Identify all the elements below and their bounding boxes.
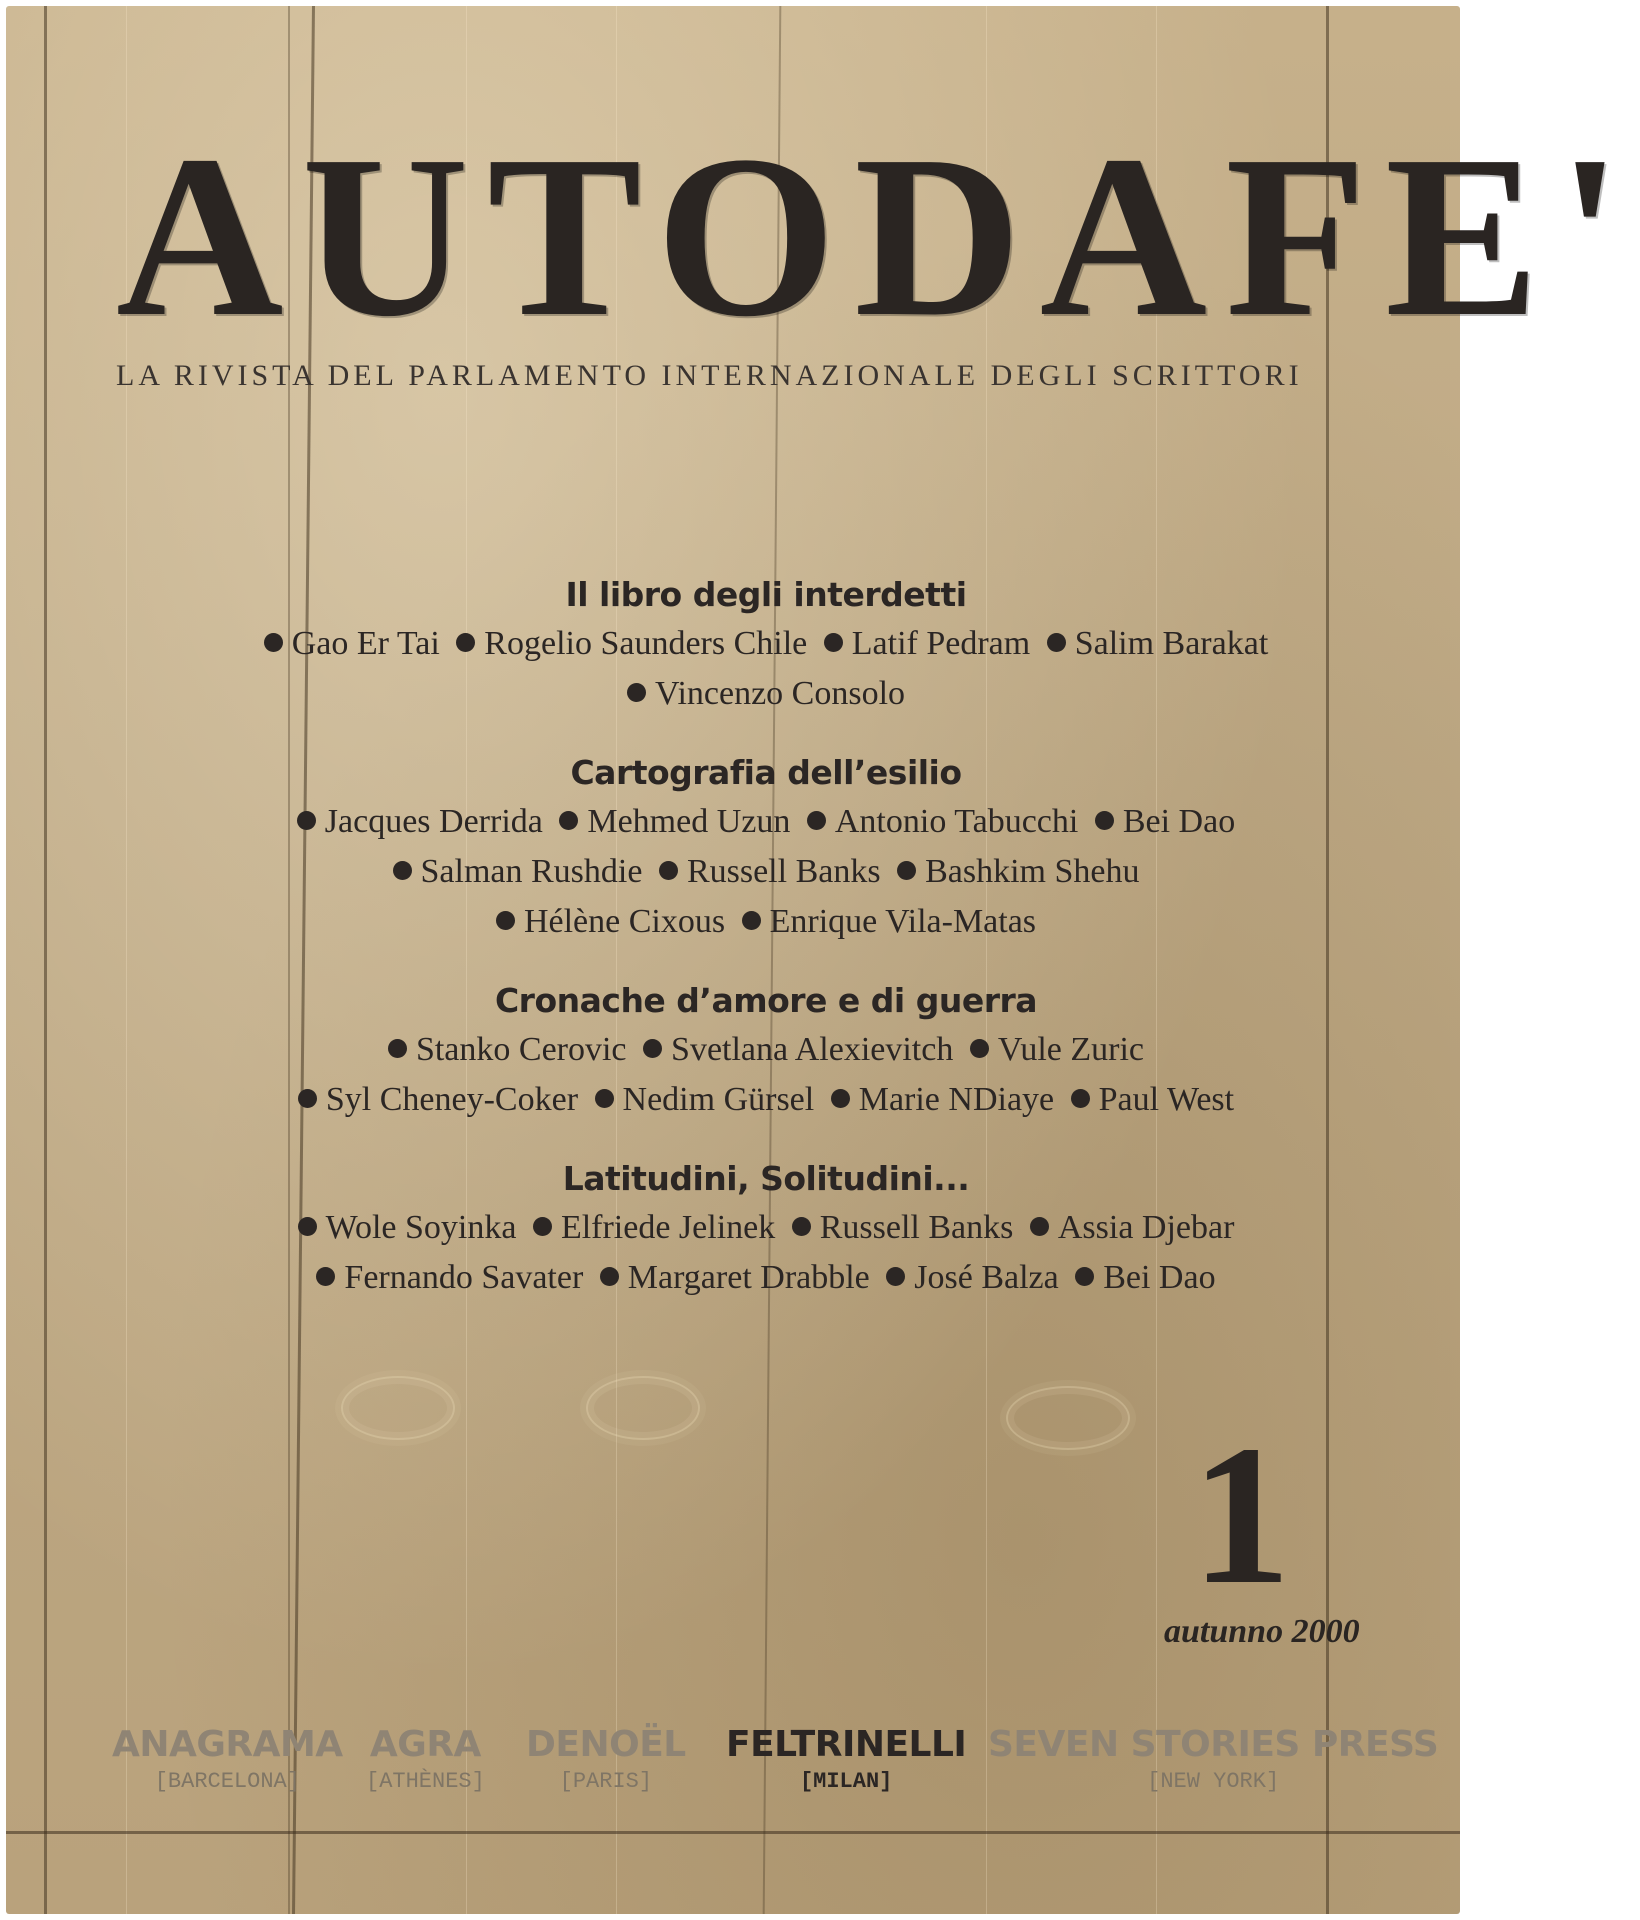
author-name: Marie NDiaye (858, 1081, 1055, 1118)
bullet-icon (970, 1039, 989, 1058)
bullet-icon (298, 1217, 317, 1236)
bullet-icon (824, 633, 843, 652)
author-item (298, 1081, 578, 1118)
publisher-feltrinelli (726, 1724, 966, 1794)
section-title: Il libro degli interdetti (565, 575, 967, 614)
author-item (388, 1031, 627, 1068)
contents-section (106, 749, 1426, 947)
publisher-name: DENOËL (526, 1724, 686, 1765)
contents-section (106, 571, 1426, 719)
bullet-icon (1071, 1089, 1090, 1108)
author-name: Enrique Vila-Matas (769, 903, 1037, 940)
author-name: Latif Pedram (851, 625, 1031, 662)
author-line (106, 1253, 1426, 1303)
author-item (297, 803, 543, 840)
author-line (106, 797, 1426, 847)
author-item (595, 1081, 815, 1118)
issue-date: autunno 2000 (1164, 1613, 1360, 1650)
author-name: Vule Zuric (997, 1031, 1145, 1068)
author-name: Salman Rushdie (420, 853, 643, 890)
author-name: Elfriede Jelinek (560, 1209, 776, 1246)
author-item (886, 1259, 1058, 1296)
author-item (1071, 1081, 1234, 1118)
author-item (298, 1209, 517, 1246)
author-item (316, 1259, 583, 1296)
bullet-icon (742, 911, 761, 930)
wood-knot (1006, 1386, 1130, 1450)
author-line (106, 619, 1426, 669)
bullet-icon (1047, 633, 1066, 652)
bullet-icon (831, 1089, 850, 1108)
author-name: Gao Er Tai (291, 625, 440, 662)
publisher-name: AGRA (369, 1724, 481, 1765)
section-title: Latitudini, Solitudini... (562, 1159, 970, 1198)
author-name: Bashkim Shehu (925, 853, 1140, 890)
bullet-icon (316, 1267, 335, 1286)
author-name: Nedim Gürsel (622, 1081, 815, 1118)
wood-knot (586, 1376, 700, 1440)
author-item (1047, 625, 1269, 662)
author-item (824, 625, 1030, 662)
bullet-icon (643, 1039, 662, 1058)
author-name: Wole Soyinka (325, 1209, 517, 1246)
author-name: Stanko Cerovic (415, 1031, 627, 1068)
author-name: Fernando Savater (344, 1259, 584, 1296)
author-name: Jacques Derrida (324, 803, 543, 840)
bullet-icon (595, 1089, 614, 1108)
author-line (106, 669, 1426, 719)
author-item (264, 625, 440, 662)
bullet-icon (456, 633, 475, 652)
bullet-icon (807, 811, 826, 830)
bullet-icon (897, 861, 916, 880)
issue-number: 1 (1191, 1405, 1291, 1626)
bullet-icon (533, 1217, 552, 1236)
author-name: Vincenzo Consolo (654, 675, 906, 712)
author-item (643, 1031, 953, 1068)
author-item (600, 1259, 870, 1296)
author-name: Rogelio Saunders Chile (484, 625, 808, 662)
bullet-icon (886, 1267, 905, 1286)
author-name: Svetlana Alexievitch (671, 1031, 954, 1068)
author-name: Bei Dao (1103, 1259, 1216, 1296)
publisher-seven-stories-press (988, 1724, 1438, 1794)
bullet-icon (1095, 811, 1114, 830)
bullet-icon (600, 1267, 619, 1286)
author-item (456, 625, 807, 662)
author-name: Bei Dao (1122, 803, 1236, 840)
bullet-icon (298, 1089, 317, 1108)
author-name: Mehmed Uzun (587, 803, 791, 840)
publisher-denoel (526, 1724, 686, 1794)
author-name: Salim Barakat (1074, 625, 1269, 662)
author-item (1075, 1259, 1215, 1296)
bullet-icon (393, 861, 412, 880)
table-of-contents (106, 571, 1426, 1333)
magazine-logo: AUTODAFE' (116, 108, 1640, 365)
author-name: Russell Banks (819, 1209, 1014, 1246)
author-item (559, 803, 790, 840)
publisher-agra (366, 1724, 485, 1794)
author-item (659, 853, 881, 890)
author-item (897, 853, 1139, 890)
author-name: José Balza (914, 1259, 1059, 1296)
section-title: Cartografia dell’esilio (570, 753, 962, 792)
publisher-name: FELTRINELLI (726, 1724, 967, 1765)
bullet-icon (297, 811, 316, 830)
author-line (106, 897, 1426, 947)
author-item (792, 1209, 1014, 1246)
bullet-icon (264, 633, 283, 652)
author-name: Syl Cheney-Coker (325, 1081, 579, 1118)
bullet-icon (627, 683, 646, 702)
bullet-icon (659, 861, 678, 880)
publisher-city: [ATHÈNES] (366, 1769, 485, 1794)
publisher-city: [BARCELONA] (154, 1769, 300, 1794)
publisher-name: ANAGRAMA (112, 1724, 343, 1765)
publisher-anagrama (112, 1724, 343, 1794)
author-line (106, 1203, 1426, 1253)
author-item (970, 1031, 1144, 1068)
plank-seam (44, 6, 47, 1914)
author-item (1030, 1209, 1235, 1246)
bullet-icon (559, 811, 578, 830)
author-line (106, 1025, 1426, 1075)
author-item (393, 853, 643, 890)
bullet-icon (496, 911, 515, 930)
bullet-icon (388, 1039, 407, 1058)
author-item (831, 1081, 1054, 1118)
author-line (106, 847, 1426, 897)
author-name: Antonio Tabucchi (834, 803, 1079, 840)
publisher-name: SEVEN STORIES PRESS (988, 1724, 1439, 1765)
author-name: Margaret Drabble (627, 1259, 870, 1296)
publisher-city: [MILAN] (799, 1769, 893, 1794)
author-item (807, 803, 1078, 840)
magazine-subtitle: LA RIVISTA DEL PARLAMENTO INTERNAZIONALE DEGLI SCRITTORI (116, 359, 1303, 392)
bullet-icon (1030, 1217, 1049, 1236)
author-item (1095, 803, 1235, 840)
magazine-cover (6, 6, 1640, 1914)
section-title: Cronache d’amore e di guerra (494, 981, 1038, 1020)
author-line (106, 1075, 1426, 1125)
contents-section (106, 1155, 1426, 1303)
author-item (496, 903, 725, 940)
bullet-icon (792, 1217, 811, 1236)
author-name: Hélène Cixous (523, 903, 726, 940)
bullet-icon (1075, 1267, 1094, 1286)
board-edge (6, 1831, 1460, 1834)
publisher-city: [PARIS] (559, 1769, 653, 1794)
publisher-city: [NEW YORK] (1147, 1769, 1280, 1794)
author-name: Paul West (1098, 1081, 1235, 1118)
author-name: Russell Banks (686, 853, 881, 890)
author-name: Assia Djebar (1057, 1209, 1235, 1246)
wood-knot (341, 1376, 455, 1440)
author-item (533, 1209, 775, 1246)
contents-section (106, 977, 1426, 1125)
author-item (627, 675, 905, 712)
author-item (742, 903, 1036, 940)
